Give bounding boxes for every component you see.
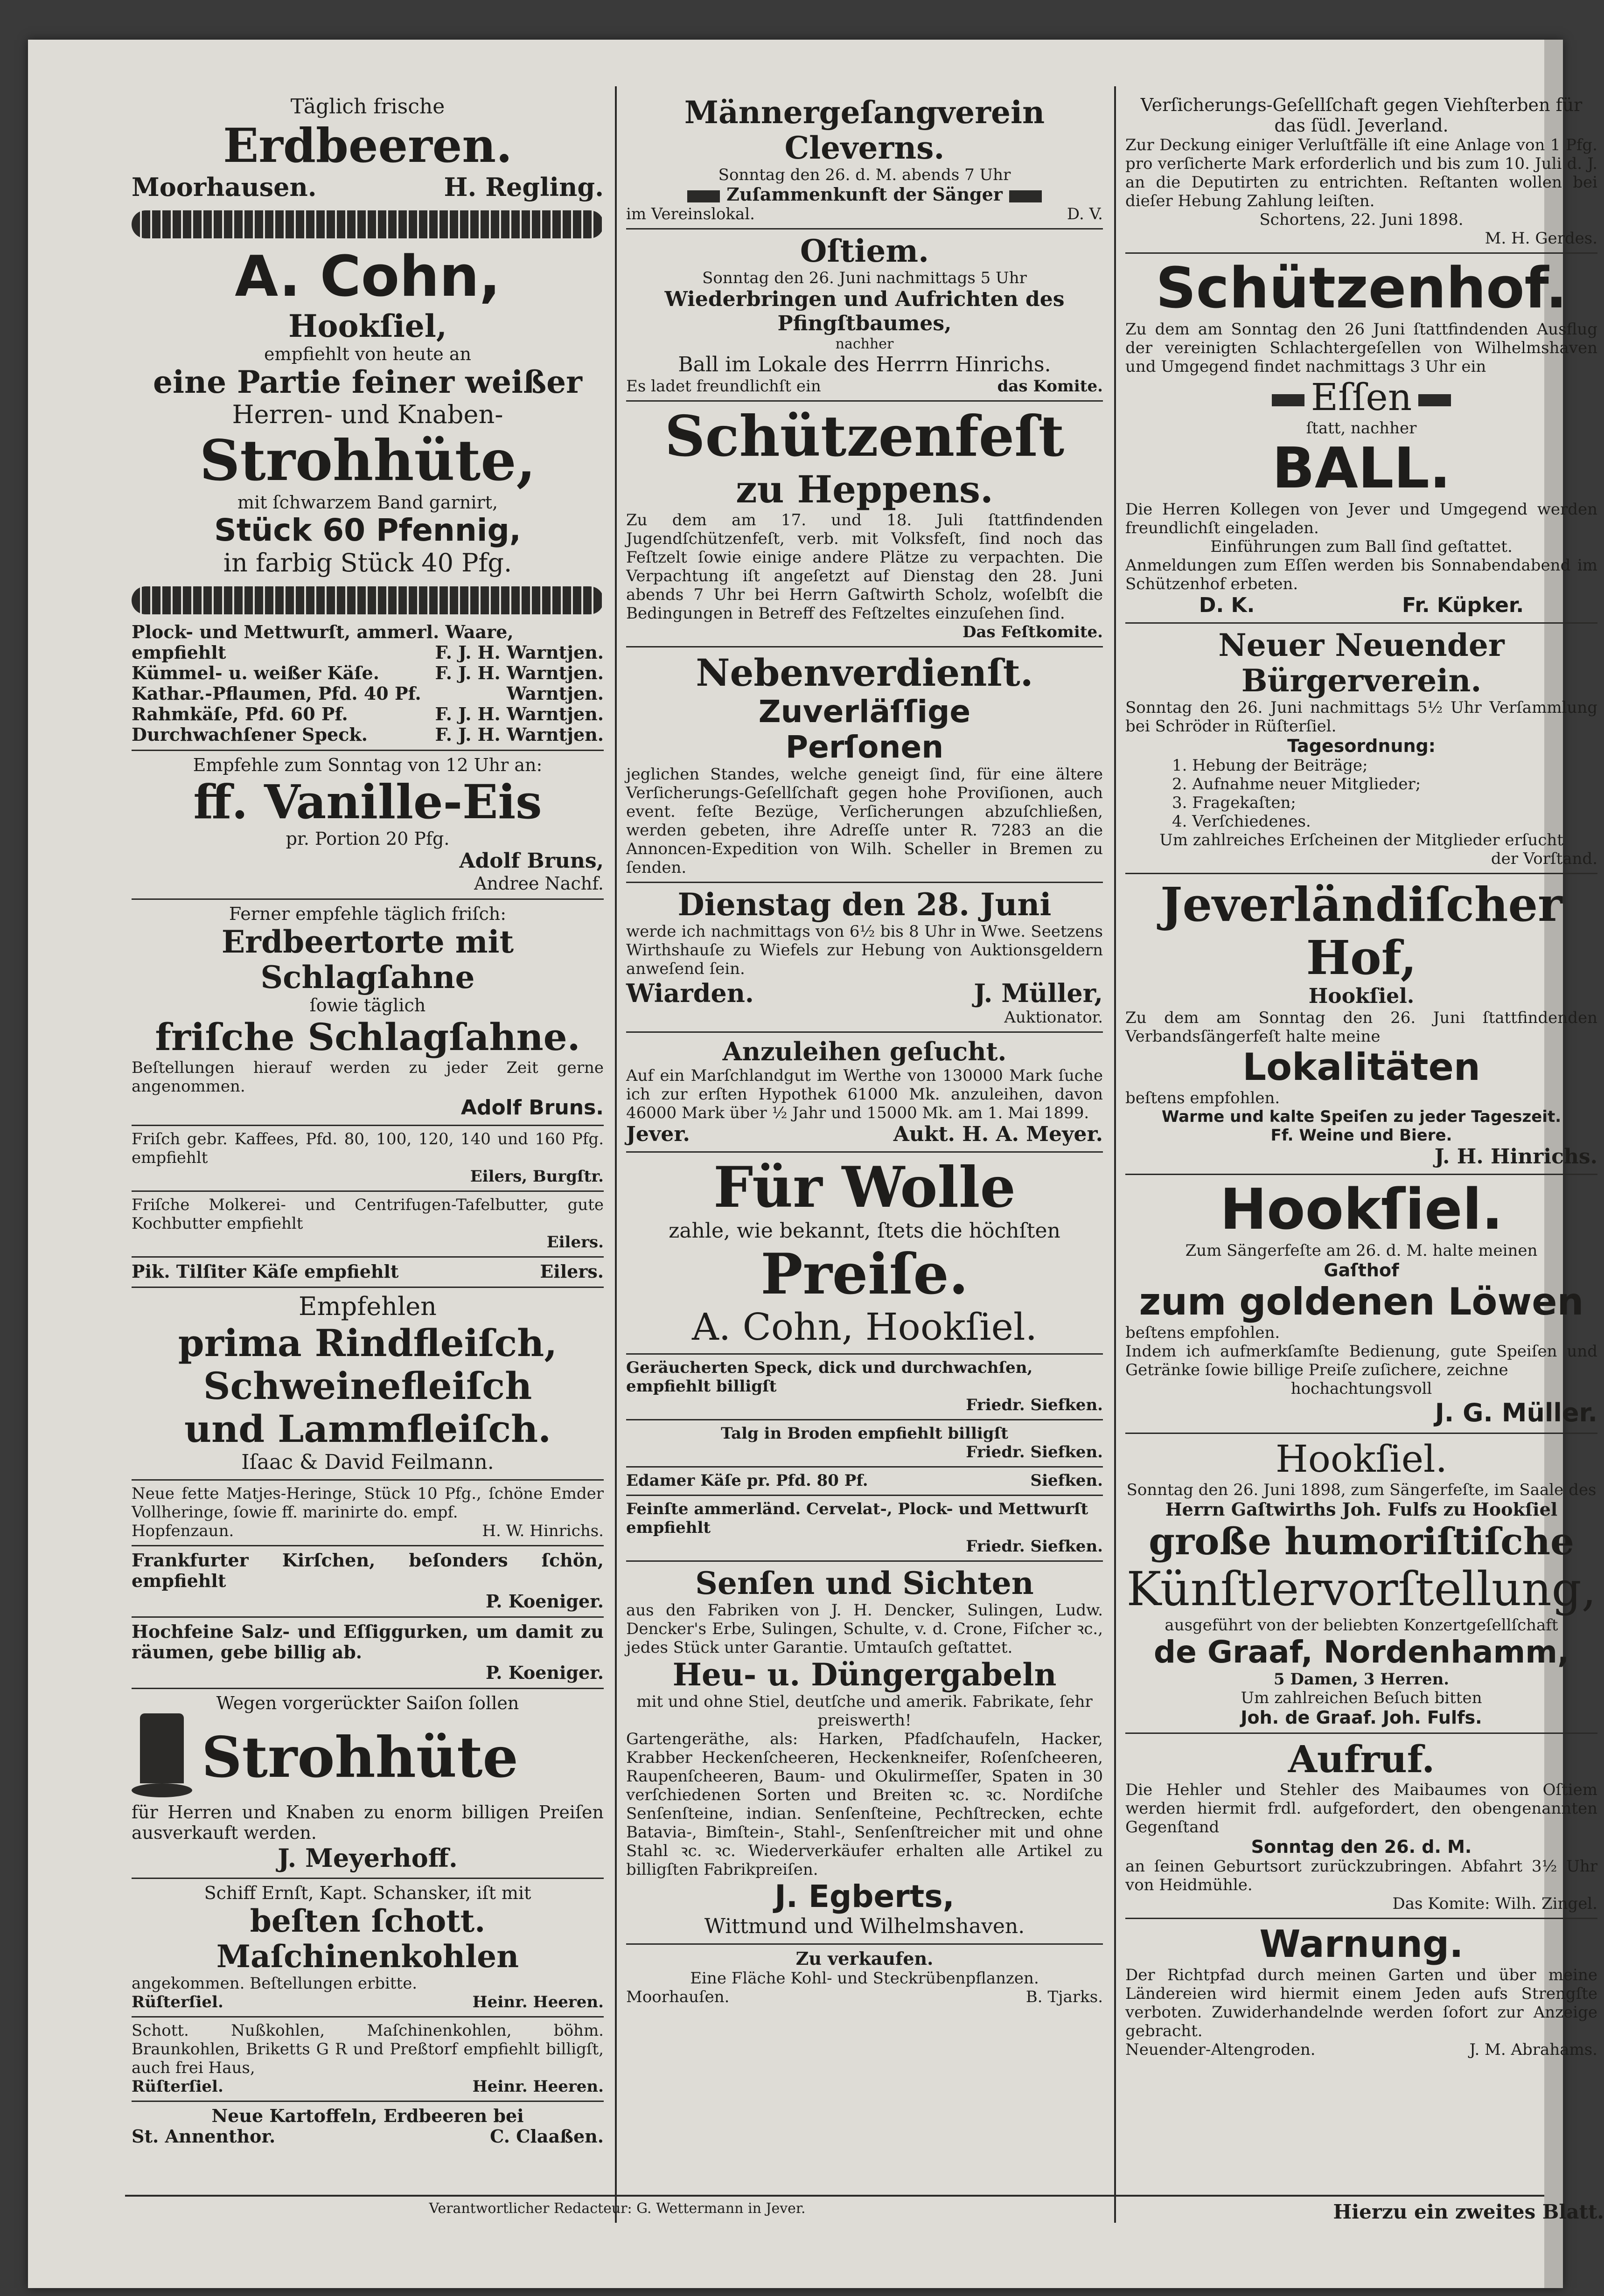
- ad-item: Pik. Tilſiter Käſe empfiehlt: [132, 1261, 399, 1282]
- ad-text: Ball im Lokale des Herrrn Hinrichs.: [678, 353, 1051, 376]
- ad-headline: Zu verkaufen.: [795, 1948, 934, 1969]
- ad-text: Zu dem am 17. und 18. Juli ſtattfindenden Jugendſchützenfeſt, verb. mit Volksfeſt, ſind noch das Feſtzelt ſowie einige andere Plätze zu verpachten. Die Verpachtung iſt angeſetzt auf Dienstag den 28. Juni abends 7 Uhr bei Herrn Gaſtwirth Scholz, woſelbſt die Bedingungen in Betreff des Feſtzeltes einzuſehen ſind.: [626, 511, 1103, 623]
- ad-headline: ff. Vanille-Eis: [193, 774, 542, 829]
- ad-heeren-kohlen: [132, 1879, 604, 2018]
- ad-erdbeertorte: [132, 900, 604, 1126]
- ad-text: Indem ich aufmerkſamſte Bedienung, gute Speiſen und Getränke ſowie billige Preiſe zuſichere, zeichne: [1125, 1342, 1597, 1379]
- ad-erdbeeren: [132, 91, 604, 207]
- ad-item: empfiehlt: [132, 642, 226, 663]
- list-item: 1. Hebung der Beiträge;: [1172, 756, 1368, 775]
- ad-text: mit und ohne Stiel, deutſche und amerik. Fabrikate, ſehr preiswerth!: [636, 1692, 1093, 1730]
- newspaper-page: [28, 40, 1604, 2288]
- ad-signature: M. H. Gerdes.: [1485, 229, 1597, 248]
- ad-signature: Warntjen.: [507, 683, 604, 704]
- ad-headline: Dienstag den 28. Juni: [677, 886, 1052, 923]
- ad-signature: B. Tjarks.: [1025, 1988, 1103, 2006]
- ad-signature: Auktionator.: [1004, 1008, 1103, 1027]
- ad-text: Sonntag den 26. Juni 1898, zum Sängerfeſte, im Saale des: [1126, 1481, 1597, 1499]
- ad-text: Der Richtpfad durch meinen Garten und über meine Ländereien wird hiermit einem Jeden aufs Strengſte verboten. Zuwiderhandelnde werden ſofort zur Anzeige gebracht.: [1125, 1966, 1597, 2040]
- ad-place: St. Annenthor.: [132, 2126, 276, 2147]
- ad-item: Rahmkäſe, Pfd. 60 Pf.: [132, 703, 348, 724]
- ad-signature: Friedr. Siefken.: [966, 1396, 1103, 1414]
- ad-price: in farbig Stück 40 Pfg.: [223, 548, 512, 577]
- ad-text: Wegen vorgerückter Saiſon ſollen: [216, 1693, 519, 1713]
- ad-headline: Lokalitäten: [1242, 1045, 1480, 1089]
- ad-text: für Herren und Knaben zu enorm billigen Preiſen ausverkauft werden.: [132, 1802, 604, 1843]
- ad-signature: Friedr. Siefken.: [966, 1537, 1103, 1556]
- ad-text: Frankfurter Kirſchen, beſonders ſchön, empfiehlt: [132, 1550, 604, 1591]
- ad-subheading: Gaſthof: [1324, 1260, 1399, 1280]
- ad-place: Hookſiel,: [288, 308, 447, 344]
- ad-place: Moorhauſen.: [626, 1988, 730, 2006]
- ad-item: Geräucherten Speck, dick und durchwachſen, empfiehlt billigſt: [626, 1358, 1033, 1396]
- ad-cohn-strohhute: [132, 242, 604, 583]
- ad-text: beſtens empfohlen.: [1125, 1323, 1280, 1342]
- ad-text: Sonntag den 26. d. M. abends 7 Uhr: [718, 166, 1011, 184]
- ad-text: Täglich frische: [290, 95, 445, 118]
- ad-headline: Anzuleihen geſucht.: [722, 1037, 1007, 1066]
- ad-text: Zur Deckung einiger Verluſtfälle iſt eine Anlage von 1 Pfg. pro verſicherte Mark erforderlich und bis zum 10. Juli d. J. an die Deputirten zu entrichten. Reſtanten wollen bei dieſer Hebung Zahlung leiſten.: [1125, 136, 1597, 210]
- ad-signature: Das Feſtkomite.: [962, 623, 1103, 641]
- ad-text: Zum Sängerfeſte am 26. d. M. halte meinen: [1185, 1241, 1538, 1260]
- ad-text: Herrn Gaſtwirths Joh. Fulfs zu Hookſiel: [1165, 1499, 1558, 1520]
- ad-headline: BALL.: [1272, 436, 1451, 501]
- banner-ornament-icon: [1272, 394, 1304, 406]
- column-2: [620, 91, 1109, 2199]
- top-hat-icon: [132, 1713, 192, 1802]
- list-item: 2. Aufnahme neuer Mitglieder;: [1172, 775, 1421, 793]
- ad-text: eine Partie feiner weißer: [153, 364, 582, 400]
- ad-siefken-speck: [626, 1355, 1103, 1420]
- ad-headline: Oſtiem.: [800, 233, 929, 269]
- ad-item: Kathar.-Pflaumen, Pfd. 40 Pf.: [132, 683, 421, 704]
- ad-headline: Verſicherungs-Geſellſchaft gegen Viehſterben für das ſüdl. Jeverland.: [1140, 95, 1583, 136]
- ad-headline: und Lammfleiſch.: [184, 1407, 551, 1451]
- ad-signature: J. H. Hinrichs.: [1434, 1145, 1597, 1169]
- ad-warnung: [1125, 1919, 1597, 2064]
- ad-headline: Jeverländiſcher Hof,: [1160, 877, 1562, 985]
- ad-text: hochachtungsvoll: [1290, 1379, 1432, 1398]
- ad-text: 5 Damen, 3 Herren.: [1273, 1670, 1450, 1689]
- ad-text: Einführungen zum Ball ſind geſtattet.: [1210, 537, 1513, 556]
- ad-signature: F. J. H. Warntjen.: [435, 662, 604, 683]
- ad-item: Feinſte ammerländ. Cervelat-, Plock- und Mettwurſt empfiehlt: [626, 1500, 1088, 1537]
- ad-headline: Heu- u. Düngergabeln: [672, 1656, 1057, 1693]
- ad-signature: J. Meyerhoff.: [278, 1843, 458, 1873]
- ad-signature: Eilers.: [546, 1233, 604, 1252]
- ad-text: ſtatt, nachher: [1306, 419, 1417, 438]
- list-item: 3. Fragekaſten;: [1172, 793, 1296, 812]
- ad-item: Edamer Käſe pr. Pfd. 80 Pf.: [626, 1471, 868, 1490]
- ad-text: Wiederbringen und Aufrichten des Pfingſtbaumes,: [664, 287, 1065, 335]
- ad-text: nachher: [835, 336, 894, 352]
- ad-nebenverdienst: [626, 647, 1103, 883]
- ad-text: an ſeinen Geburtsort zurückzubringen. Abfahrt 3½ Uhr von Heidmühle.: [1125, 1857, 1597, 1894]
- ad-price: Stück 60 Pfennig,: [214, 512, 521, 548]
- ad-meyerhoff: [132, 1689, 604, 1879]
- ad-signature: Eilers, Burgſtr.: [470, 1167, 604, 1186]
- ad-schuetzenhof: [1125, 254, 1597, 624]
- ad-text: Sonntag den 26. Juni nachmittags 5½ Uhr Verſammlung bei Schröder in Rüſterſiel.: [1125, 698, 1597, 736]
- ad-date: Sonntag den 26. d. M.: [1251, 1837, 1472, 1857]
- ad-feilmann: [132, 1288, 604, 1481]
- ad-signature: F. J. H. Warntjen.: [435, 724, 604, 745]
- ad-anleihe: [626, 1033, 1103, 1153]
- ad-headline: Warnung.: [1259, 1922, 1464, 1966]
- ad-signature: Fr. Küpker.: [1402, 593, 1524, 617]
- ad-date: Schortens, 22. Juni 1898.: [1259, 210, 1464, 229]
- ad-signature: J. Müller,: [974, 978, 1103, 1008]
- ad-headline: de Graaf, Nordenhamm,: [1153, 1634, 1569, 1670]
- ad-headline: Männergeſangverein Cleverns.: [684, 94, 1045, 166]
- ad-signature: J. G. Müller.: [1435, 1398, 1597, 1427]
- ad-signature: A. Cohn, Hookſiel.: [691, 1305, 1038, 1349]
- ad-text: Ferner empfehle täglich friſch:: [229, 904, 507, 924]
- ad-signature: Das Komite: Wilh. Zingel.: [1392, 1894, 1597, 1913]
- ad-signature: Heinr. Heeren.: [472, 1993, 604, 2011]
- ad-headline: Zuverläſſige: [758, 694, 971, 730]
- ad-place: Wiarden.: [626, 978, 754, 1008]
- ad-signature: Joh. de Graaf. Joh. Fulfs.: [1241, 1707, 1482, 1728]
- ad-item: Plock- und Mettwurſt, ammerl. Waare,: [132, 621, 514, 642]
- ad-place: Rüſterſiel.: [132, 1993, 223, 2011]
- ad-warntjen: [132, 618, 604, 751]
- ad-egberts: [626, 1562, 1103, 1945]
- ad-text: Eine Fläche Kohl- und Steckrübenpflanzen.: [690, 1969, 1039, 1988]
- ad-headline: Aufruf.: [1288, 1737, 1435, 1781]
- ad-signature: F. J. H. Warntjen.: [435, 703, 604, 724]
- ornament-border: [132, 210, 604, 238]
- ad-buergerverein: [1125, 624, 1597, 874]
- ad-headline: zu Heppens.: [736, 467, 993, 511]
- ad-text: Zu dem am Sonntag den 26 Juni ſtattfindenden Ausflug der vereinigten Schlachtergeſellen von Wilhelmshaven und Umgegend findet nachmittags 3 Uhr ein: [1125, 320, 1597, 376]
- ad-kuenstlervorstellung: [1125, 1434, 1597, 1734]
- ad-koeniger-kirschen: [132, 1546, 604, 1618]
- ad-text: Friſch gebr. Kaffees, Pfd. 80, 100, 120, 140 und 160 Pfg. empfiehlt: [132, 1130, 604, 1167]
- ad-headline: Perſonen: [785, 729, 944, 765]
- banner-ornament-icon: [1418, 394, 1451, 406]
- ad-headline: Schützenfeſt: [664, 404, 1065, 469]
- ad-text: angekommen. Beſtellungen erbitte.: [132, 1974, 418, 1993]
- ad-text: Sonntag den 26. Juni nachmittags 5 Uhr: [702, 269, 1027, 287]
- editor-credit: Verantwortlicher Redacteur: G. Wettermann in Jever.: [429, 2200, 806, 2217]
- ad-subheading: Tagesordnung:: [1287, 736, 1436, 756]
- ad-place: Rüſterſiel.: [132, 2077, 223, 2096]
- ad-text: beſtens empfohlen.: [1125, 1089, 1280, 1107]
- ad-text: Zu dem am Sonntag den 26. Juni ſtattfindenden Verbandsſängerfeſt halte meine: [1125, 1009, 1597, 1046]
- supplement-note: Hierzu ein zweites Blatt.: [1333, 2200, 1604, 2223]
- ad-text: Die Hehler und Stehler des Maibaumes von Oſtiem werden hiermit frdl. aufgefordert, den obengenannten Gegenſtand: [1125, 1781, 1597, 1837]
- ad-text: empfiehlt von heute an: [264, 344, 471, 364]
- ad-signature: D. V.: [1067, 205, 1103, 223]
- ad-headline: Für Wolle: [713, 1155, 1016, 1220]
- ad-signature: H. Regling.: [444, 172, 604, 202]
- ad-text: Gartengeräthe, als: Harken, Pfadſchaufeln, Hacker, Krabber Heckenſcheeren, Heckenkneifer, Roſenſcheeren, Raupenſcheeren, Baum- und Okulirmeſſer, Spaten in 30 verſchiedenen Sorten und Breiten ꝛc. ꝛc. Nordiſche Senſenſteine, indian. Senſenſteine, Pechſtrecken, echte Batavia-, Bimſtein-, Stahl-, Senſenſtreicher mit und ohne Stahl ꝛc. ꝛc. Wiederverkäufer erhalten alle Artikel zu billigſten Fabrikpreiſen.: [626, 1730, 1103, 1879]
- ad-siefken-kaese: [626, 1468, 1103, 1496]
- ad-text: Ff. Weine und Biere.: [1270, 1126, 1452, 1145]
- ad-place: Wittmund und Wilhelmshaven.: [704, 1914, 1025, 1938]
- ad-place: im Vereinslokal.: [626, 205, 755, 223]
- ad-text: jeglichen Standes, welche geneigt ſind, für eine ältere Verſicherungs-Geſellſchaft gegen hohe Proviſionen, auch event. feſte Bezüge, Verſicherungen abzuſchließen, werden gebeten, ihre Adreſſe unter R. 7283 an die Annoncen-Expedition von Wilh. Scheller in Bremen zu ſenden.: [626, 765, 1103, 877]
- ad-headline: große humoriſtiſche: [1149, 1519, 1574, 1563]
- ad-signature: Heinr. Heeren.: [472, 2077, 604, 2096]
- ad-place: Jever.: [626, 1122, 690, 1146]
- ad-hinrichs-matjes: [132, 1481, 604, 1546]
- ad-vanille-eis: [132, 751, 604, 900]
- ad-headline: friſche Schlagſahne.: [155, 1015, 580, 1059]
- ad-text: ausgeführt von der beliebten Konzertgeſellſchaft: [1165, 1616, 1558, 1635]
- ad-text: aus den Fabriken von J. H. Dencker, Sulingen, Ludw. Dencker's Erbe, Sulingen, Schulte, v. d. Crone, Fiſcher ꝛc., jedes Stück unter Garantie. Umtauſch geſtattet.: [626, 1601, 1103, 1657]
- ad-price: pr. Portion 20 Pfg.: [286, 828, 450, 849]
- ad-signature: C. Claaßen.: [490, 2126, 604, 2147]
- ad-text: Friſche Molkerei- und Centrifugen-Tafelbutter, gute Kochbutter empfiehlt: [132, 1196, 604, 1233]
- ad-koeniger-gurken: [132, 1618, 604, 1689]
- ad-headline: Künſtlervorſtellung,: [1126, 1562, 1597, 1616]
- ad-eilers-tilsit: [132, 1258, 604, 1288]
- ad-ostiem: [626, 230, 1103, 402]
- banner-ornament-icon: [687, 190, 720, 202]
- ad-text: Auf ein Marſchlandgut im Werthe von 130000 Mark ſuche ich zur erſten Hypothek 61000 Mk. anzuleihen, davon 46000 Mark über ½ Jahr und 15000 Mk. am 1. Mai 1899.: [626, 1066, 1103, 1122]
- ad-headline: beſten ſchott. Maſchinenkohlen: [216, 1903, 519, 1975]
- ad-headline: Hookſiel.: [1275, 1437, 1448, 1481]
- ad-headline: prima Rindfleiſch,: [178, 1321, 558, 1365]
- ad-headline: Erdbeertorte mit Schlagſahne: [221, 924, 514, 995]
- ad-signature: P. Koeniger.: [485, 1591, 604, 1612]
- ad-aufruf: [1125, 1734, 1597, 1919]
- ad-text: Um zahlreiches Erſcheinen der Mitglieder erſucht: [1159, 831, 1563, 849]
- ad-headline: Schweinefleiſch: [203, 1364, 532, 1408]
- ad-text: Empfehlen: [299, 1292, 437, 1321]
- ad-item: Talg in Broden empfiehlt billigſt: [721, 1424, 1008, 1443]
- ad-versicherung: [1125, 91, 1597, 254]
- ad-headline: Nebenverdienſt.: [696, 651, 1033, 695]
- ad-headline: Schützenhof.: [1156, 256, 1567, 321]
- ad-eilers-butter: [132, 1192, 604, 1258]
- ad-signature: D. K.: [1199, 593, 1255, 617]
- ad-headline: Erdbeeren.: [223, 118, 512, 173]
- ad-text: Beſtellungen hierauf werden zu jeder Zeit gerne angenommen.: [132, 1058, 604, 1096]
- ad-signature: F. J. H. Warntjen.: [435, 642, 604, 663]
- ad-goldener-loewe: [1125, 1175, 1597, 1434]
- ad-place: Hopfenzaun.: [132, 1522, 234, 1540]
- ad-mueller-auktion: [626, 883, 1103, 1033]
- ad-signature: Siefken.: [1030, 1471, 1103, 1490]
- ad-signature: P. Koeniger.: [485, 1662, 604, 1683]
- banner-ornament-icon: [1009, 190, 1042, 202]
- ad-claassen: [132, 2102, 604, 2151]
- ad-siefken-wurst: [626, 1496, 1103, 1562]
- ad-signature: H. W. Hinrichs.: [482, 1522, 604, 1540]
- column-3: [1119, 91, 1604, 2199]
- ad-headline: zum goldenen Löwen: [1139, 1280, 1584, 1323]
- ad-text: ſowie täglich: [309, 995, 426, 1016]
- ad-tjarks: [626, 1945, 1103, 2011]
- ad-text: Warme und kalte Speiſen zu jeder Tageszeit.: [1161, 1107, 1562, 1126]
- ad-schuetzenfest-heppens: [626, 402, 1103, 647]
- ad-place: Moorhausen.: [132, 172, 317, 202]
- ad-signature: das Komite.: [997, 377, 1103, 396]
- ad-text: Schott. Nußkohlen, Maſchinenkohlen, böhm. Braunkohlen, Briketts G R und Preßtorf empfiehlt billigſt, auch frei Haus,: [132, 2021, 604, 2077]
- ad-text: Hochfeine Salz- und Eſſiggurken, um damit zu räumen, gebe billig ab.: [132, 1621, 604, 1663]
- ad-signature: J. M. Abrahams.: [1469, 2040, 1597, 2059]
- ad-item: Kümmel- u. weißer Käſe.: [132, 662, 379, 683]
- ad-heeren-nusskohlen: [132, 2018, 604, 2102]
- ad-headline: Strohhüte: [202, 1725, 518, 1790]
- ornament-border: [132, 586, 604, 614]
- ad-signature: J. Egberts,: [774, 1879, 955, 1914]
- ad-signature: Iſaac & David Feilmann.: [241, 1450, 494, 1474]
- ad-signature: Adolf Bruns.: [460, 1096, 604, 1120]
- ad-signature: Friedr. Siefken.: [966, 1443, 1103, 1461]
- agenda-list: [1125, 756, 1597, 831]
- ad-maennergesangverein: [626, 91, 1103, 230]
- ad-headline: Hookſiel.: [1220, 1177, 1503, 1242]
- ad-text: Es ladet freundlichſt ein: [626, 377, 821, 396]
- ad-jeverlaendischer-hof: [1125, 874, 1597, 1175]
- ad-headline: Strohhüte,: [199, 428, 536, 494]
- ad-place: Hookſiel.: [1308, 984, 1415, 1008]
- ad-text: Anmeldungen zum Eſſen werden bis Sonnabendabend im Schützenhof erbeten.: [1125, 556, 1597, 593]
- ad-text: Schiff Ernſt, Kapt. Schansker, iſt mit: [204, 1883, 531, 1903]
- list-item: 4. Verſchiedenes.: [1172, 812, 1311, 831]
- bottom-rule: [125, 2195, 1544, 2197]
- column-rule: [1114, 86, 1116, 2223]
- ad-text: Empfehle zum Sonntag von 12 Uhr an:: [193, 755, 543, 775]
- ad-text: werde ich nachmittags von 6½ bis 8 Uhr in Wwe. Seetzens Wirthshauſe zu Wiefels zur Hebung von Auktionsgeldern anweſend ſein.: [626, 922, 1103, 978]
- ad-headline: A. Cohn,: [235, 244, 501, 309]
- ad-headline: Preiſe.: [760, 1241, 969, 1307]
- ad-text: Um zahlreichen Beſuch bitten: [1241, 1689, 1482, 1707]
- ad-signature: Aukt. H. A. Meyer.: [893, 1122, 1103, 1146]
- ad-signature: Eilers.: [540, 1261, 604, 1282]
- ad-headline: Neuer Neuender Bürgerverein.: [1218, 627, 1505, 699]
- ad-place: Neuender-Altengroden.: [1125, 2040, 1316, 2059]
- ad-text: Neue Kartoffeln, Erdbeeren bei: [211, 2105, 524, 2126]
- ad-item: Durchwachſener Speck.: [132, 724, 368, 745]
- ad-headline: Senſen und Sichten: [695, 1565, 1034, 1601]
- ad-signature: der Vorſtand.: [1491, 849, 1597, 868]
- ad-signature: Adolf Bruns,: [459, 849, 604, 873]
- ad-text: Neue fette Matjes-Heringe, Stück 10 Pfg., ſchöne Emder Vollheringe, ſowie ff. marinirte do. empf.: [132, 1484, 604, 1522]
- column-rule: [615, 86, 617, 2223]
- ad-text: Die Herren Kollegen von Jever und Umgegend werden freundlichſt eingeladen.: [1125, 500, 1597, 537]
- ad-text: mit ſchwarzem Band garnirt,: [237, 492, 498, 513]
- ad-text: Zuſammenkunft der Sänger: [726, 184, 1003, 205]
- ad-siefken-talg: [626, 1420, 1103, 1468]
- ad-wolle: [626, 1153, 1103, 1355]
- ad-headline: Eſſen: [1311, 376, 1412, 419]
- ad-signature: Andree Nachf.: [474, 873, 604, 894]
- ad-text: Herren- und Knaben-: [232, 400, 503, 429]
- ad-text: zahle, wie bekannt, ſtets die höchſten: [669, 1219, 1060, 1243]
- column-1: [125, 91, 610, 2199]
- ad-eilers-kaffee: [132, 1126, 604, 1192]
